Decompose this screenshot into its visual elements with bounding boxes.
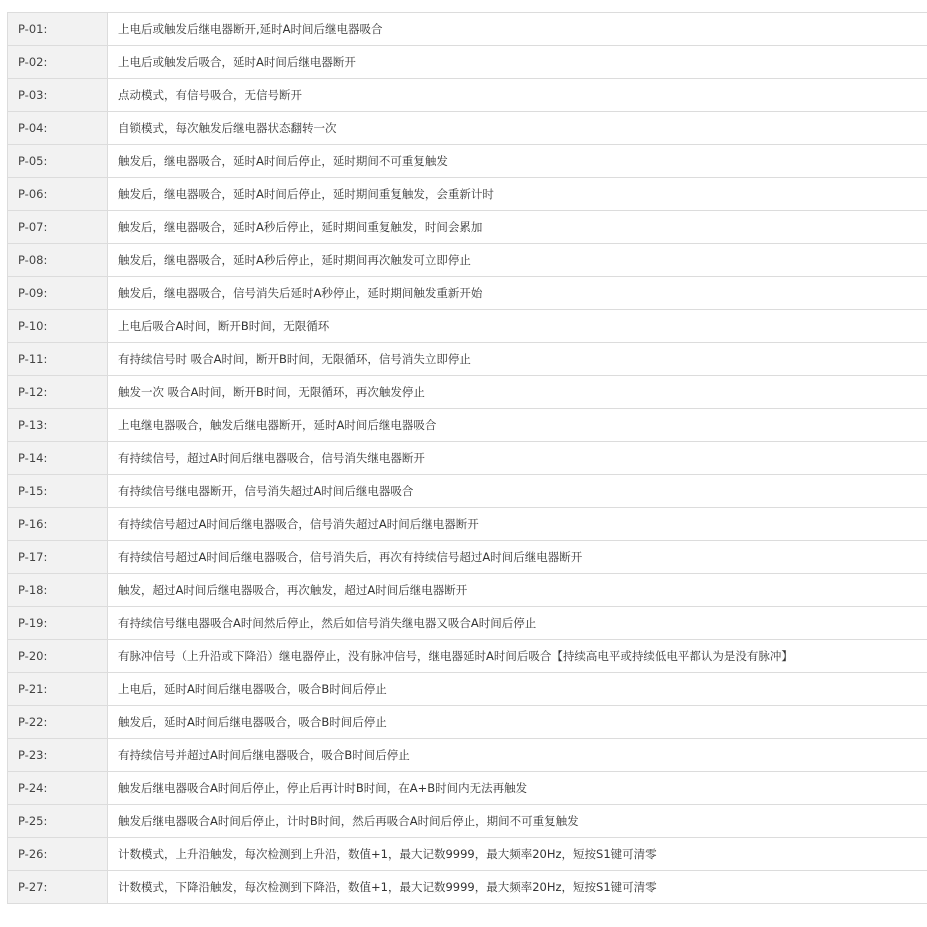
table-row xyxy=(8,112,927,145)
mode-description: 有持续信号，超过A时间后继电器吸合，信号消失继电器断开 xyxy=(108,442,927,475)
mode-description: 触发后继电器吸合A时间后停止，计时B时间，然后再吸合A时间后停止，期间不可重复触发 xyxy=(108,805,927,838)
mode-description: 触发后，继电器吸合，延时A秒后停止，延时期间重复触发，时间会累加 xyxy=(108,211,927,244)
table-row xyxy=(8,739,927,772)
mode-description: 自锁模式，每次触发后继电器状态翻转一次 xyxy=(108,112,927,145)
table-row xyxy=(8,178,927,211)
mode-description: 有持续信号超过A时间后继电器吸合，信号消失后，再次有持续信号超过A时间后继电器断开 xyxy=(108,541,927,574)
mode-table-body xyxy=(8,13,927,904)
table-row xyxy=(8,46,927,79)
mode-code: P-27: xyxy=(8,871,108,904)
mode-description: 有持续信号超过A时间后继电器吸合，信号消失超过A时间后继电器断开 xyxy=(108,508,927,541)
table-row xyxy=(8,508,927,541)
mode-description: 有持续信号时 吸合A时间，断开B时间，无限循环，信号消失立即停止 xyxy=(108,343,927,376)
table-row xyxy=(8,871,927,904)
mode-description: 触发后，继电器吸合，信号消失后延时A秒停止，延时期间触发重新开始 xyxy=(108,277,927,310)
table-row xyxy=(8,244,927,277)
table-row xyxy=(8,805,927,838)
mode-code: P-04: xyxy=(8,112,108,145)
mode-code: P-10: xyxy=(8,310,108,343)
table-row xyxy=(8,376,927,409)
mode-description: 上电后吸合A时间，断开B时间，无限循环 xyxy=(108,310,927,343)
mode-description: 有持续信号并超过A时间后继电器吸合，吸合B时间后停止 xyxy=(108,739,927,772)
mode-description: 上电后，延时A时间后继电器吸合，吸合B时间后停止 xyxy=(108,673,927,706)
mode-code: P-25: xyxy=(8,805,108,838)
mode-code: P-03: xyxy=(8,79,108,112)
mode-description: 有持续信号继电器断开，信号消失超过A时间后继电器吸合 xyxy=(108,475,927,508)
mode-description: 触发后，继电器吸合，延时A秒后停止，延时期间再次触发可立即停止 xyxy=(108,244,927,277)
mode-code: P-06: xyxy=(8,178,108,211)
mode-description: 计数模式，上升沿触发，每次检测到上升沿，数值+1，最大记数9999，最大频率20Hz，短按S1键可清零 xyxy=(108,838,927,871)
mode-code: P-19: xyxy=(8,607,108,640)
table-row xyxy=(8,838,927,871)
table-row xyxy=(8,574,927,607)
mode-code: P-11: xyxy=(8,343,108,376)
mode-description: 触发一次 吸合A时间，断开B时间，无限循环，再次触发停止 xyxy=(108,376,927,409)
table-row xyxy=(8,310,927,343)
table-row xyxy=(8,475,927,508)
mode-code: P-12: xyxy=(8,376,108,409)
table-row xyxy=(8,145,927,178)
mode-code: P-01: xyxy=(8,13,108,46)
table-row xyxy=(8,211,927,244)
table-row xyxy=(8,673,927,706)
mode-code: P-09: xyxy=(8,277,108,310)
mode-code: P-24: xyxy=(8,772,108,805)
table-row xyxy=(8,13,927,46)
mode-description: 有持续信号继电器吸合A时间然后停止，然后如信号消失继电器又吸合A时间后停止 xyxy=(108,607,927,640)
mode-code: P-05: xyxy=(8,145,108,178)
mode-code: P-17: xyxy=(8,541,108,574)
mode-code: P-16: xyxy=(8,508,108,541)
table-row xyxy=(8,772,927,805)
mode-description: 触发后，延时A时间后继电器吸合，吸合B时间后停止 xyxy=(108,706,927,739)
mode-table xyxy=(7,12,927,904)
mode-code: P-22: xyxy=(8,706,108,739)
table-row xyxy=(8,442,927,475)
mode-code: P-18: xyxy=(8,574,108,607)
mode-code: P-21: xyxy=(8,673,108,706)
mode-code: P-26: xyxy=(8,838,108,871)
mode-description: 有脉冲信号（上升沿或下降沿）继电器停止，没有脉冲信号，继电器延时A时间后吸合【持续高电平或持续低电平都认为是没有脉冲】 xyxy=(108,640,927,673)
table-row xyxy=(8,607,927,640)
table-row xyxy=(8,79,927,112)
mode-code: P-20: xyxy=(8,640,108,673)
mode-description: 上电继电器吸合，触发后继电器断开，延时A时间后继电器吸合 xyxy=(108,409,927,442)
mode-description: 触发后，继电器吸合，延时A时间后停止，延时期间不可重复触发 xyxy=(108,145,927,178)
mode-description: 触发后，继电器吸合，延时A时间后停止，延时期间重复触发，会重新计时 xyxy=(108,178,927,211)
table-row xyxy=(8,706,927,739)
table-row xyxy=(8,640,927,673)
mode-description: 上电后或触发后继电器断开,延时A时间后继电器吸合 xyxy=(108,13,927,46)
mode-code: P-08: xyxy=(8,244,108,277)
table-row xyxy=(8,409,927,442)
mode-description: 触发，超过A时间后继电器吸合，再次触发，超过A时间后继电器断开 xyxy=(108,574,927,607)
mode-table-container xyxy=(7,12,927,904)
mode-description: 触发后继电器吸合A时间后停止，停止后再计时B时间，在A+B时间内无法再触发 xyxy=(108,772,927,805)
mode-description: 上电后或触发后吸合，延时A时间后继电器断开 xyxy=(108,46,927,79)
mode-code: P-23: xyxy=(8,739,108,772)
table-row xyxy=(8,343,927,376)
mode-code: P-15: xyxy=(8,475,108,508)
mode-code: P-02: xyxy=(8,46,108,79)
table-row xyxy=(8,277,927,310)
mode-code: P-14: xyxy=(8,442,108,475)
mode-description: 点动模式，有信号吸合，无信号断开 xyxy=(108,79,927,112)
table-row xyxy=(8,541,927,574)
mode-description: 计数模式，下降沿触发，每次检测到下降沿，数值+1，最大记数9999，最大频率20Hz，短按S1键可清零 xyxy=(108,871,927,904)
mode-code: P-07: xyxy=(8,211,108,244)
mode-code: P-13: xyxy=(8,409,108,442)
